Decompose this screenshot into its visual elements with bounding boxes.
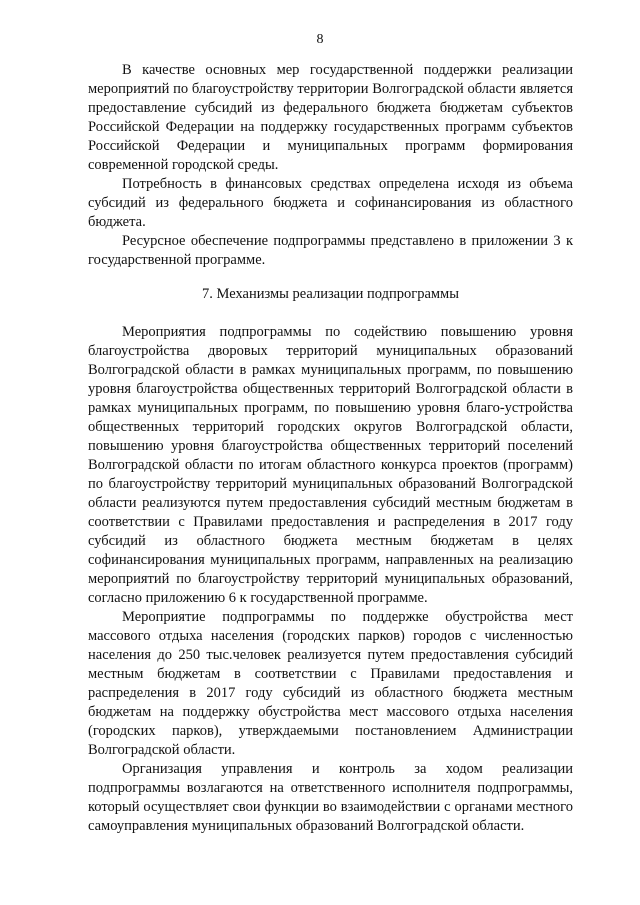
page-number: 8 [316,32,324,47]
paragraph-improvement-measures: Мероприятия подпрограммы по содействию повышению уровня благоустройства дворовых территорий муниципальных образований Волгоградской области в рамках муниципальных программ, по повышению уровня благоустройства общественных территорий Волгоградской области в рамках муниципальных программ, по повышению уровня благо-устройства общественных территорий городских округов Волгоградской области, повышению уровня благоустройства общественных территорий поселений Волгоградской области по итогам областного конкурса проектов (программ) по благоустройству территорий муниципальных образований Волгоградской области реализуются путем предоставления субсидий местным бюджетам в соответствии с Правилами предоставления и распределения в 2017 году субсидий из областного бюджета местным бюджетам в целях софинансирования муниципальных программ, направленных на реализацию мероприятий по благоустройству территорий муниципальных образований, согласно приложению 6 к государственной программе. [88,324,573,606]
paragraph-parks-support: Мероприятие подпрограммы по поддержке обустройства мест массового отдыха населения (городских парков) городов с численностью населения до 250 тыс.человек реализуется путем предоставления субсидий местным бюджетам в соответствии с Правилами предоставления и распределения в 2017 году субсидий из областного бюджета местным бюджетам на поддержку обустройства мест массового отдыха населения (городских парков), утверждаемыми постановлением Администрации Волгоградской области. [88,609,573,758]
paragraph-management-control: Организация управления и контроль за ходом реализации подпрограммы возлагаются на ответственного исполнителя подпрограммы, который осуществляет свои функции во взаимодействии с органами местного самоуправления муниципальных образований Волгоградской области. [88,761,573,834]
paragraph-resource-provision: Ресурсное обеспечение подпрограммы представлено в приложении 3 к государственной программе. [88,233,573,268]
section-heading: 7. Механизмы реализации подпрограммы [202,286,459,302]
paragraph-financial-need: Потребность в финансовых средствах определена исходя из объема субсидий из федерального бюджета и софинансирования из областного бюджета. [88,176,573,230]
paragraph-state-support: В качестве основных мер государственной поддержки реализации мероприятий по благоустройству территории Волгоградской области является предоставление субсидий из федерального бюджета бюджетам субъектов Российской Федерации на поддержку государственных программ субъектов Российской Федерации и муниципальных программ формирования современной городской среды. [88,62,573,173]
document-body [88,61,573,836]
